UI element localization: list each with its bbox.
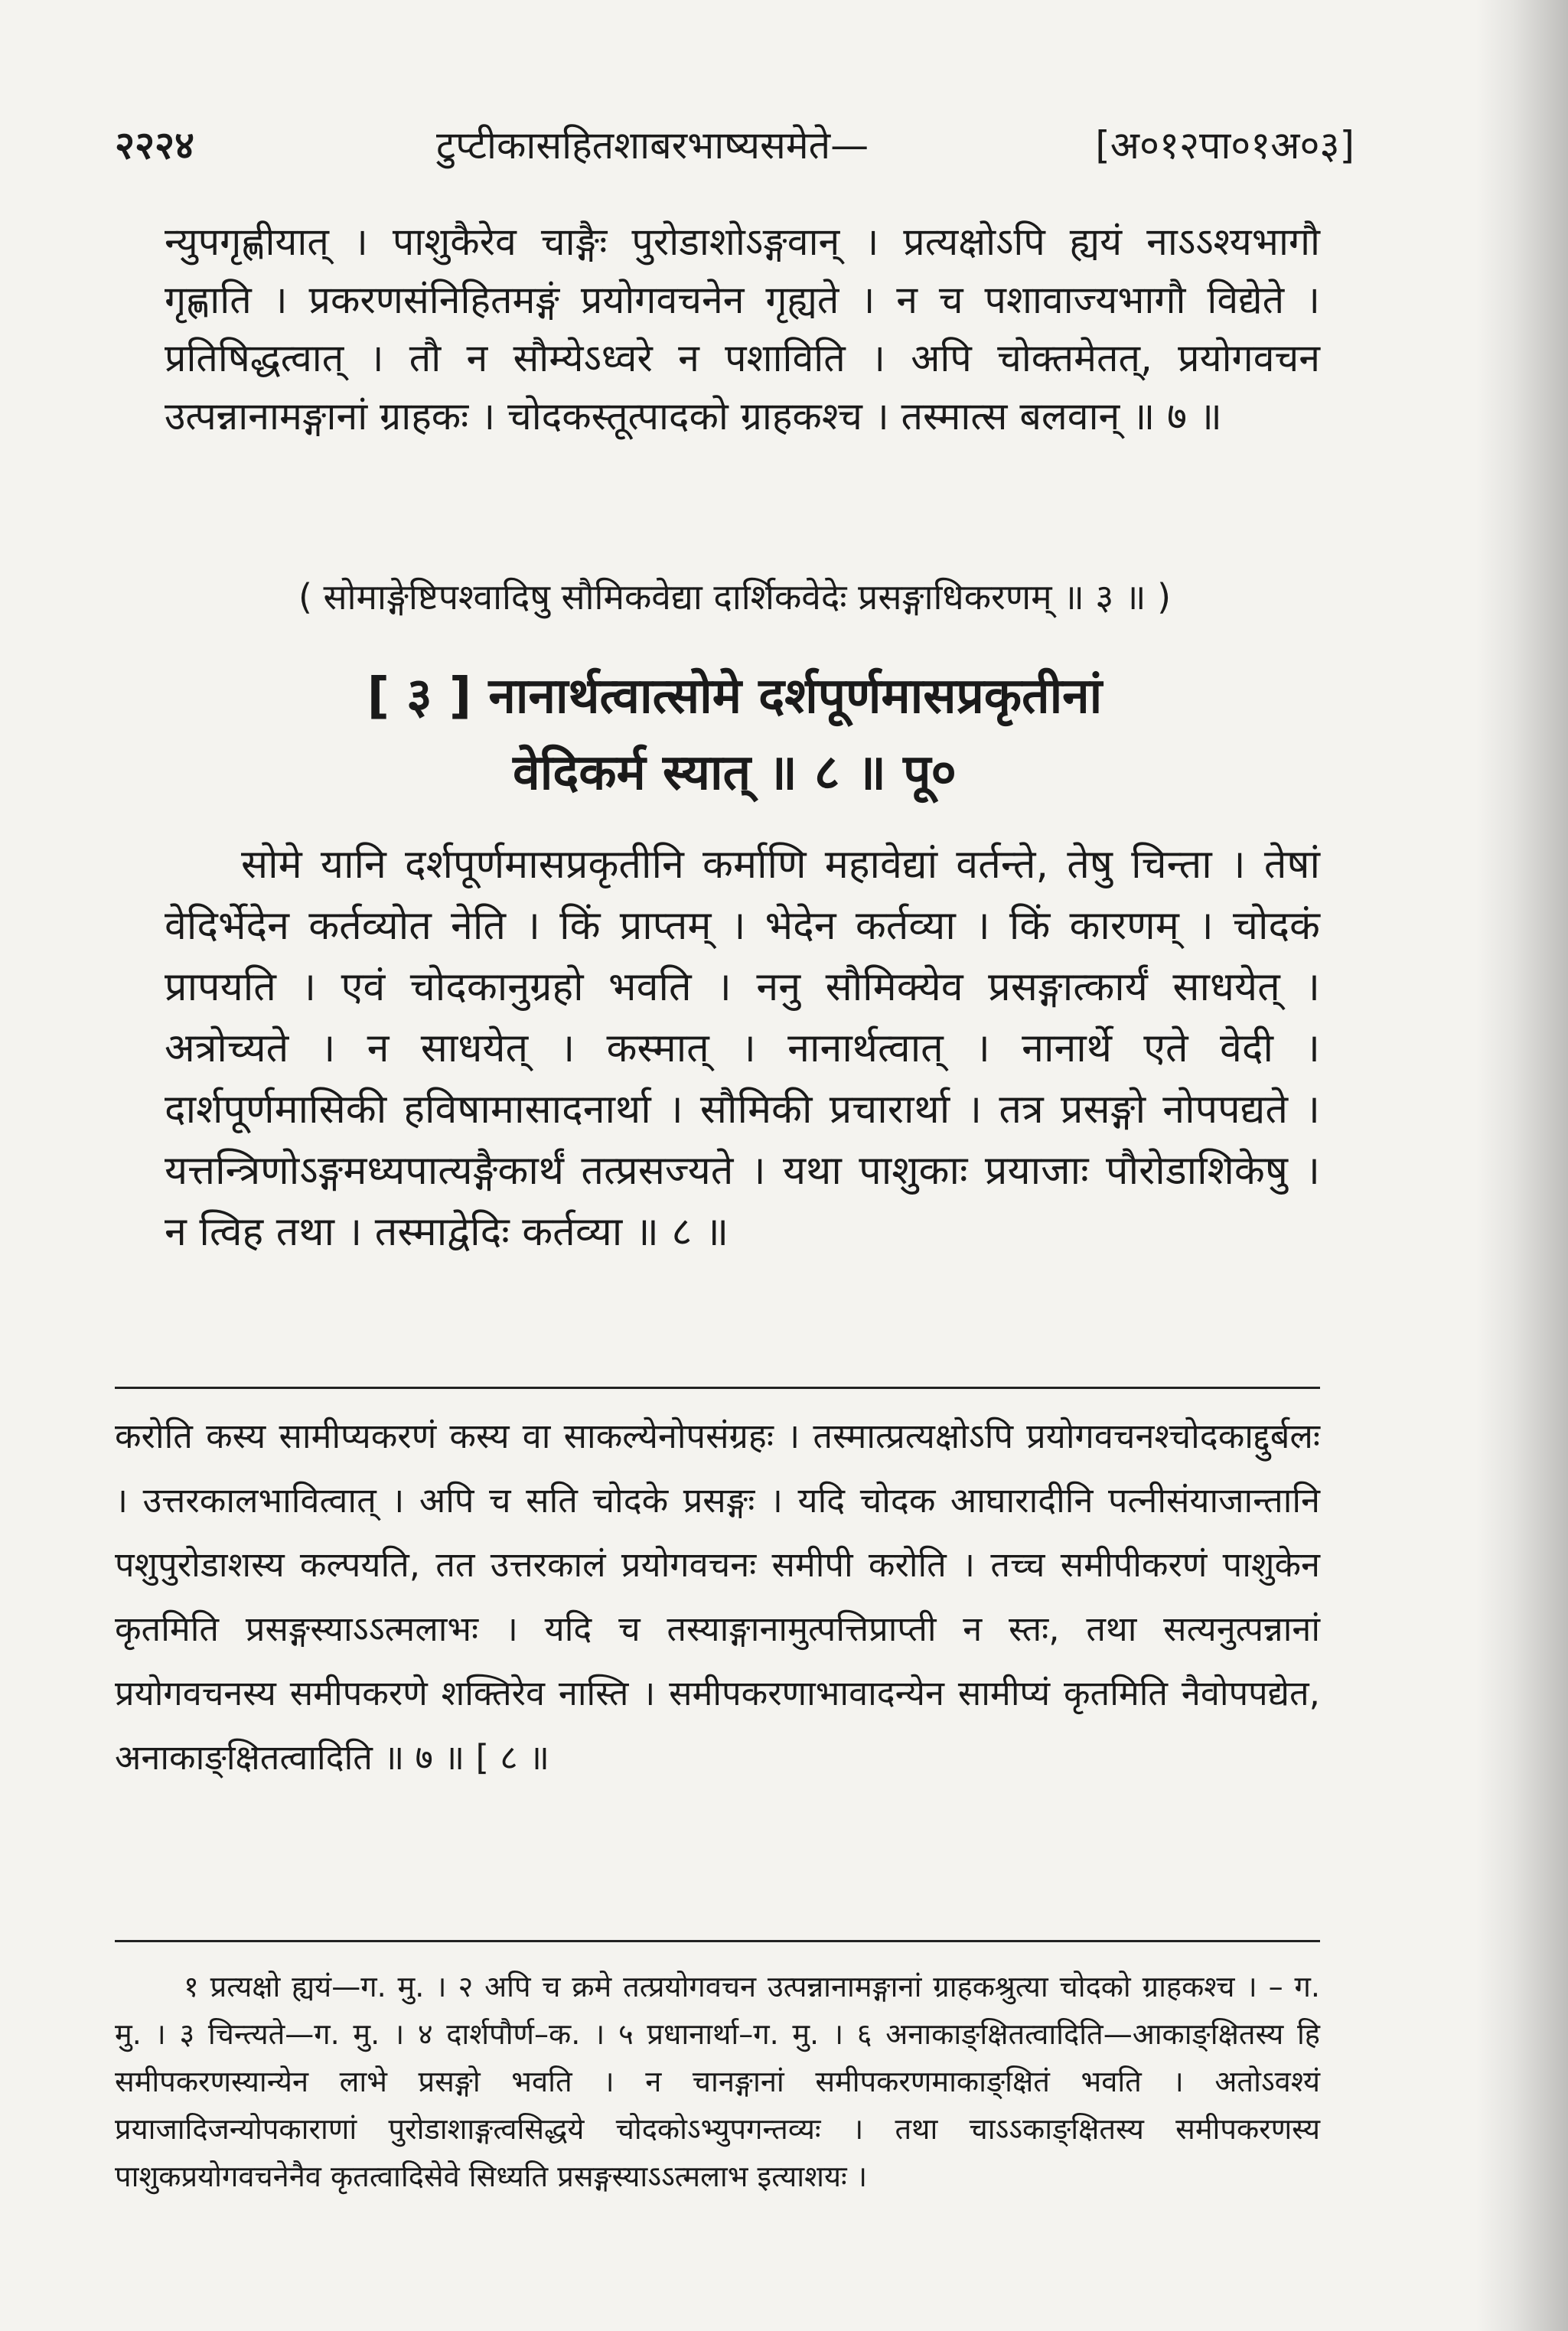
tika-paragraph: करोति कस्य सामीप्यकरणं कस्य वा साकल्येनोपसंग्रहः । तस्मात्प्रत्यक्षोऽपि प्रयोगवचनश्चोदकाद्दुर्बलः । उत्तरकालभावित्वात् । अपि च सति चोदके प्रसङ्गः । यदि चोदक आघारादीनि पत्नीसंयाजान्तानि पशुपुरोडाशस्य कल्पयति, तत उत्तरकालं प्रयोगवचनः समीपी करोति । तच्च समीपीकरणं पाशुकेन कृतमिति प्रसङ्गस्याऽऽत्मलाभः । यदि च तस्याङ्गानामुत्पत्तिप्राप्ती न स्तः, तथा सत्यनुत्पन्नानां प्रयोगवचनस्य समीपकरणे शक्तिरेव नास्ति । समीपकरणाभावादन्येन सामीप्यं कृतमिति नैवोपपद्येत, अनाकाङ्क्षितत्वादिति ॥ ७ ॥ [ ८ ॥ [115, 1416, 1320, 1778]
page-number: २२२४ [115, 123, 194, 168]
footnotes-paragraph: १ प्रत्यक्षो ह्ययं—ग. मु. । २ अपि च क्रमे तत्प्रयोगवचन उत्पन्नानामङ्गानां ग्राहकश्रुत्या चोदको ग्राहकश्च । – ग. मु. । ३ चिन्त्यते—ग. मु. । ४ दार्शपौर्ण–क. । ५ प्रधानार्था–ग. मु. । ६ अनाकाङ्क्षितत्वादिति—आकाङ्क्षितस्य हि समीपकरणस्यान्येन लाभे प्रसङ्गो भवति । न चानङ्गानां समीपकरणमाकाङ्क्षितं भवति । अतोऽवश्यं प्रयाजादिजन्योपकाराणां पुरोडाशाङ्गत्वसिद्धये चोदकोऽभ्युपगन्तव्यः । तथा चाऽऽकाङ्क्षितस्य समीपकरणस्य पाशुकप्रयोगवचनेनैव कृतत्वादिसेवे सिध्यति प्रसङ्गस्याऽऽत्मलाभ इत्याशयः । [115, 1970, 1320, 2193]
footnotes-block [115, 1963, 1320, 2200]
sutra-line-1: [ ३ ] नानार्थत्वात्सोमे दर्शपूर्णमासप्रकृतीनां [367, 668, 1103, 725]
commentary-continuation [165, 213, 1320, 445]
footnote-divider [115, 1940, 1320, 1942]
tika-block [115, 1404, 1320, 1790]
scan-edge-shadow [1476, 0, 1568, 2331]
bhashya-paragraph: सोमे यानि दर्शपूर्णमासप्रकृतीनि कर्माणि महावेद्यां वर्तन्ते, तेषु चिन्ता । तेषां वेदिर्भेदेन कर्तव्योत नेति । किं प्राप्तम् । भेदेन कर्तव्या । किं कारणम् । चोदकं प्रापयति । एवं चोदकानुग्रहो भवति । ननु सौमिक्येव प्रसङ्गात्कार्यं साधयेत् । अत्रोच्यते । न साधयेत् । कस्मात् । नानार्थत्वात् । नानार्थे एते वेदी । दार्शपूर्णमासिकी हविषामासादनार्था । सौमिकी प्रचारार्था । तत्र प्रसङ्गो नोपपद्यते । यत्तन्त्रिणोऽङ्गमध्यपात्यङ्गैकार्थं तत्प्रसज्यते । यथा पाशुकाः प्रयाजाः पौरोडाशिकेषु । न त्विह तथा । तस्माद्वेदिः कर्तव्या ॥ ८ ॥ [165, 842, 1320, 1255]
adhikarana-title: ( सोमाङ्गेष्टिपश्वादिषु सौमिकवेद्या दार्शिकवेदेः प्रसङ्गाधिकरणम् ॥ ३ ॥ ) [298, 576, 1172, 618]
bhashya-block [165, 834, 1320, 1263]
chapter-reference: [अ०१२पा०१अ०३] [1095, 123, 1354, 168]
sutra-block [115, 658, 1354, 811]
divider-rule [115, 1387, 1320, 1389]
running-title: टुप्टीकासहितशाबरभाष्यसमेते— [436, 123, 869, 168]
commentary-paragraph: न्युपगृह्णीयात् । पाशुकैरेव चाङ्गैः पुरोडाशोऽङ्गवान् । प्रत्यक्षोऽपि ह्ययं नाऽऽश्यभागौ गृह्णाति । प्रकरणसंनिहितमङ्गं प्रयोगवचनेन गृह्यते । न च पशावाज्यभागौ विद्येते । प्रतिषिद्धत्वात् । तौ न सौम्येऽध्वरे न पशाविति । अपि चोक्तमेतत्, प्रयोगवचन उत्पन्नानामङ्गानां ग्राहकः । चोदकस्तूत्पादको ग्राहकश्च । तस्मात्स बलवान् ॥ ७ ॥ [165, 220, 1320, 438]
sutra-line-2: वेदिकर्म स्यात् ॥ ८ ॥ पू० [513, 745, 957, 801]
page-header [115, 115, 1354, 176]
